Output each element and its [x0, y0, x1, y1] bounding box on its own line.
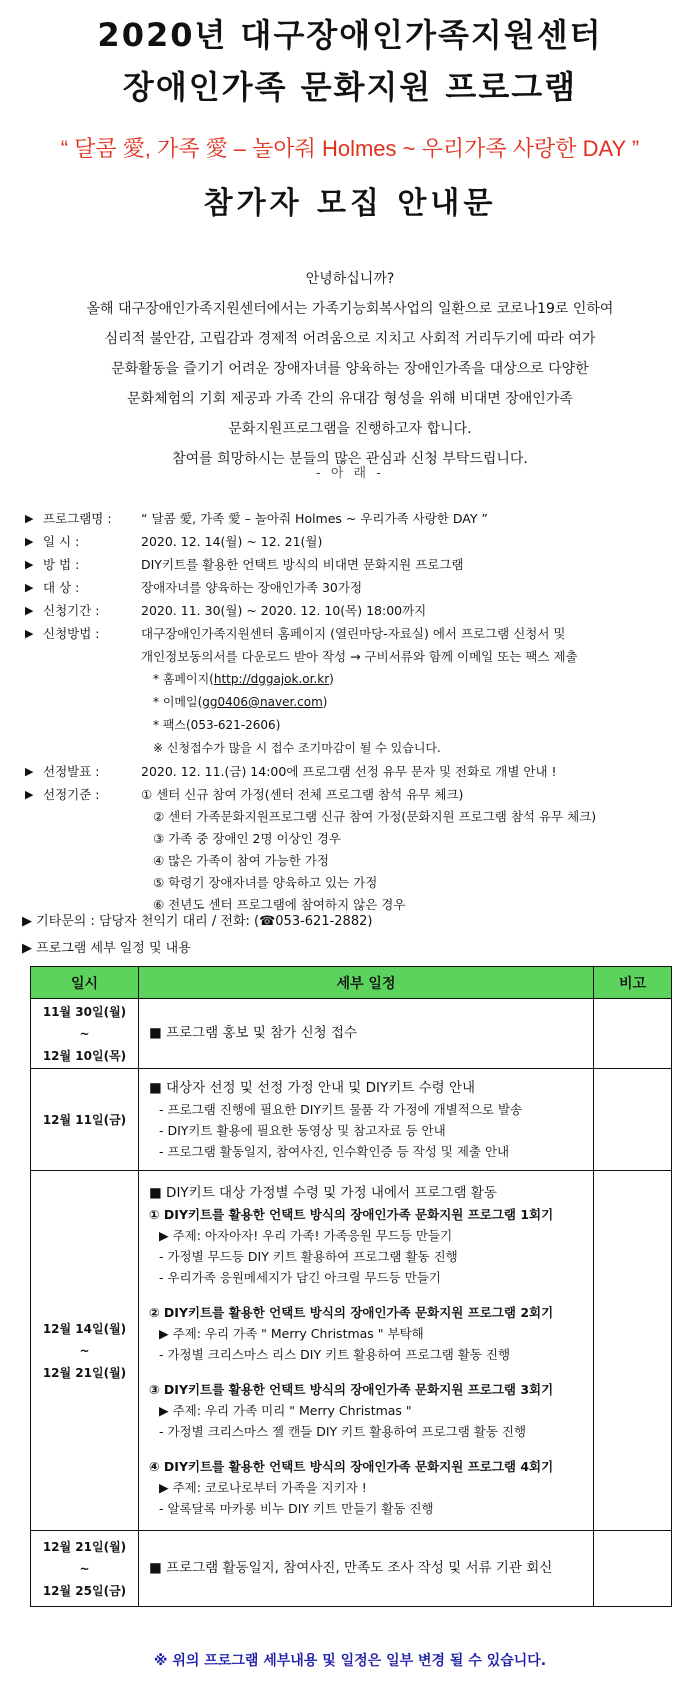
homepage-prefix: * 홈페이지( — [153, 672, 214, 686]
session-2-line: - 가정별 크리스마스 리스 DIY 키트 활용하여 프로그램 활동 진행 — [159, 1346, 511, 1362]
date-line: ~ — [79, 1026, 90, 1041]
info-announcement — [25, 760, 690, 783]
greeting-line: 올해 대구장애인가족지원센터에서는 가족기능회복사업의 일환으로 코로나19로 인하여 — [86, 301, 614, 317]
notice-title: 참가자 모집 안내문 — [203, 186, 497, 221]
row-detail — [139, 1069, 594, 1171]
row-date — [31, 999, 139, 1069]
table-row — [31, 1171, 672, 1531]
date-line: ~ — [79, 1561, 90, 1576]
info-value: 2020. 12. 14(월) ~ 12. 21(월) — [141, 534, 323, 549]
info-label: 대 상 : — [43, 580, 80, 595]
email-prefix: * 이메일( — [153, 695, 203, 709]
detail-line: ■ 프로그램 활동일지, 참여사진, 만족도 조사 작성 및 서류 기관 회신 — [149, 1560, 553, 1576]
info-label: 선정기준 : — [43, 787, 100, 802]
info-label: 신청기간 : — [43, 603, 100, 618]
session-4-title: ④ DIY키트를 활용한 언택트 방식의 장애인가족 문화지원 프로그램 4회기 — [149, 1458, 554, 1474]
program-slogan: “ 달콤 愛, 가족 愛 – 놀아줘 Holmes ~ 우리가족 사랑한 DAY ” — [60, 136, 640, 161]
criteria-item: ⑤ 학령기 장애자녀를 양육하고 있는 가정 — [153, 875, 378, 890]
bullet-icon: ▶ — [25, 765, 34, 778]
info-label: 선정발표 : — [43, 764, 100, 779]
detail-line: - 프로그램 활동일지, 참여사진, 인수확인증 등 작성 및 제출 안내 — [159, 1143, 510, 1159]
row-note — [594, 1069, 672, 1171]
caution-line: ※ 신청접수가 많을 시 접수 조기마감이 될 수 있습니다. — [153, 741, 441, 755]
session-3-line: ▶ 주제: 우리 가족 미리 " Merry Christmas " — [159, 1402, 412, 1418]
section-divider-label: - 아 래 - — [316, 466, 384, 481]
info-method — [25, 553, 690, 576]
detail-head: ■ 대상자 선정 및 선정 가정 안내 및 DIY키트 수령 안내 — [149, 1079, 476, 1096]
table-row — [31, 1531, 672, 1607]
row-note — [594, 1531, 672, 1607]
criteria-item: ③ 가족 중 장애인 2명 이상인 경우 — [153, 831, 341, 846]
greeting-line: 심리적 불안감, 고립감과 경제적 어려움으로 지치고 사회적 거리두기에 따라 여가 — [104, 331, 596, 347]
schedule-heading: ▶ 프로그램 세부 일정 및 내용 — [22, 941, 191, 956]
table-header-row — [31, 967, 672, 999]
bullet-icon: ▶ — [25, 535, 34, 548]
criteria-item: ① 센터 신규 참여 가정(센터 전체 프로그램 참석 유무 체크) — [141, 787, 464, 802]
session-2-line: ▶ 주제: 우리 가족 " Merry Christmas " 부탁해 — [159, 1325, 424, 1341]
email-suffix: ) — [322, 695, 328, 709]
info-value: 2020. 11. 30(월) ~ 2020. 12. 10(목) 18:00까지 — [141, 603, 427, 618]
info-value: “ 달콤 愛, 가족 愛 – 놀아줘 Holmes ~ 우리가족 사랑한 DAY ” — [141, 511, 488, 526]
criteria-item: ⑥ 전년도 센터 프로그램에 참여하지 않은 경우 — [153, 897, 406, 912]
bullet-icon: ▶ — [25, 512, 34, 525]
session-3-title: ③ DIY키트를 활용한 언택트 방식의 장애인가족 문화지원 프로그램 3회기 — [149, 1381, 554, 1397]
date-line: 12월 14일(월) — [42, 1321, 127, 1336]
homepage-suffix: ) — [329, 672, 334, 686]
session-1-line: - 가정별 무드등 DIY 키트 활용하여 프로그램 활동 진행 — [159, 1248, 458, 1264]
program-info — [25, 507, 690, 916]
criteria-item: ② 센터 가족문화지원프로그램 신규 참여 가정(문화지원 프로그램 참석 유무 체크) — [153, 809, 597, 824]
greeting-line: 참여를 희망하시는 분들의 많은 관심과 신청 부탁드립니다. — [172, 451, 528, 467]
row-note — [594, 1171, 672, 1531]
table-row — [31, 1069, 672, 1171]
info-value: 대구장애인가족지원센터 홈페이지 (열린마당-자료실) 에서 프로그램 신청서 및 — [141, 626, 566, 641]
info-program-name — [25, 507, 690, 530]
session-3-line: - 가정별 크리스마스 젤 캔들 DIY 키트 활용하여 프로그램 활동 진행 — [159, 1423, 527, 1439]
info-how-to-apply — [25, 622, 690, 645]
greeting-text — [20, 264, 680, 474]
row-note — [594, 999, 672, 1069]
detail-line: - 프로그램 진행에 필요한 DIY키트 물품 각 가정에 개별적으로 발송 — [159, 1101, 523, 1117]
info-label: 신청방법 : — [43, 626, 100, 641]
email-link[interactable]: gg0406@naver.com — [202, 695, 323, 709]
session-1-line: - 우리가족 응원메세지가 담긴 아크릴 무드등 만들기 — [159, 1269, 441, 1285]
info-criteria — [25, 783, 690, 806]
row-date — [31, 1171, 139, 1531]
greeting-line: 안녕하십니까? — [305, 271, 395, 287]
info-value: DIY키트를 활용한 언택트 방식의 비대면 문화지원 프로그램 — [141, 557, 464, 572]
greeting-line: 문화지원프로그램을 진행하고자 합니다. — [228, 421, 472, 437]
homepage-link[interactable]: http://dggajok.or.kr — [213, 672, 330, 686]
row-detail — [139, 999, 594, 1069]
date-line: 12월 10일(목) — [42, 1048, 127, 1063]
info-date — [25, 530, 690, 553]
info-label: 일 시 : — [43, 534, 80, 549]
bullet-icon: ▶ — [25, 627, 34, 640]
date-line: 12월 25일(금) — [42, 1583, 127, 1598]
session-4-line: - 알록달록 마카롱 비누 DIY 키트 만들기 활동 진행 — [159, 1500, 434, 1516]
row-detail — [139, 1531, 594, 1607]
title-line-2: 장애인가족 문화지원 프로그램 — [122, 68, 578, 106]
info-value: 2020. 12. 11.(금) 14:00에 프로그램 선정 유무 문자 및 전화로 개별 안내 ! — [141, 764, 557, 779]
detail-line: - DIY키트 활용에 필요한 동영상 및 참고자료 등 안내 — [159, 1122, 446, 1138]
info-label: 프로그램명 : — [43, 511, 112, 526]
title-line-1: 2020년 대구장애인가족지원센터 — [97, 16, 603, 54]
header-detail: 세부 일정 — [139, 967, 594, 999]
header-date: 일시 — [31, 967, 139, 999]
row-date — [31, 1069, 139, 1171]
email-line — [25, 691, 690, 714]
date-line: ~ — [79, 1343, 90, 1358]
bullet-icon: ▶ — [25, 788, 34, 801]
greeting-line: 문화활동을 즐기기 어려운 장애자녀를 양육하는 장애인가족을 대상으로 다양한 — [111, 361, 589, 377]
date-line: 11월 30일(월) — [42, 1004, 127, 1019]
info-period — [25, 599, 690, 622]
schedule-table — [30, 966, 672, 1607]
date-line: 12월 21일(월) — [42, 1539, 127, 1554]
criteria-item: ④ 많은 가족이 참여 가능한 가정 — [153, 853, 329, 868]
bullet-icon: ▶ — [25, 604, 34, 617]
session-1-line: ▶ 주제: 아자아자! 우리 가족! 가족응원 무드등 만들기 — [159, 1227, 453, 1243]
session-2-title: ② DIY키트를 활용한 언택트 방식의 장애인가족 문화지원 프로그램 2회기 — [149, 1304, 554, 1320]
info-value: 장애자녀를 양육하는 장애인가족 30가정 — [141, 580, 363, 595]
info-how-to-apply-cont: 개인정보동의서를 다운로드 받아 작성 → 구비서류와 함께 이메일 또는 팩스 제출 — [141, 649, 578, 664]
contact-info: ▶ 기타문의 : 담당자 천익기 대리 / 전화: (☎053-621-2882) — [22, 914, 373, 929]
bullet-icon: ▶ — [25, 558, 34, 571]
date-line: 12월 11일(금) — [42, 1112, 127, 1127]
session-4-line: ▶ 주제: 코로나로부터 가족을 지키자 ! — [159, 1479, 367, 1495]
bullet-icon: ▶ — [25, 581, 34, 594]
date-line: 12월 21일(월) — [42, 1365, 127, 1380]
homepage-line — [25, 668, 690, 691]
row-date — [31, 1531, 139, 1607]
detail-line: ■ 프로그램 홍보 및 참가 신청 접수 — [149, 1025, 358, 1041]
header-note: 비고 — [594, 967, 672, 999]
row-detail — [139, 1171, 594, 1531]
info-label: 방 법 : — [43, 557, 80, 572]
info-target — [25, 576, 690, 599]
footnote: ※ 위의 프로그램 세부내용 및 일정은 일부 변경 될 수 있습니다. — [153, 1653, 547, 1669]
detail-head: ■ DIY키트 대상 가정별 수령 및 가정 내에서 프로그램 활동 — [149, 1184, 497, 1201]
session-1-title: ① DIY키트를 활용한 언택트 방식의 장애인가족 문화지원 프로그램 1회기 — [149, 1206, 554, 1222]
fax-line: * 팩스(053-621-2606) — [153, 718, 281, 732]
table-row — [31, 999, 672, 1069]
greeting-line: 문화체험의 기회 제공과 가족 간의 유대감 형성을 위해 비대면 장애인가족 — [127, 391, 573, 407]
